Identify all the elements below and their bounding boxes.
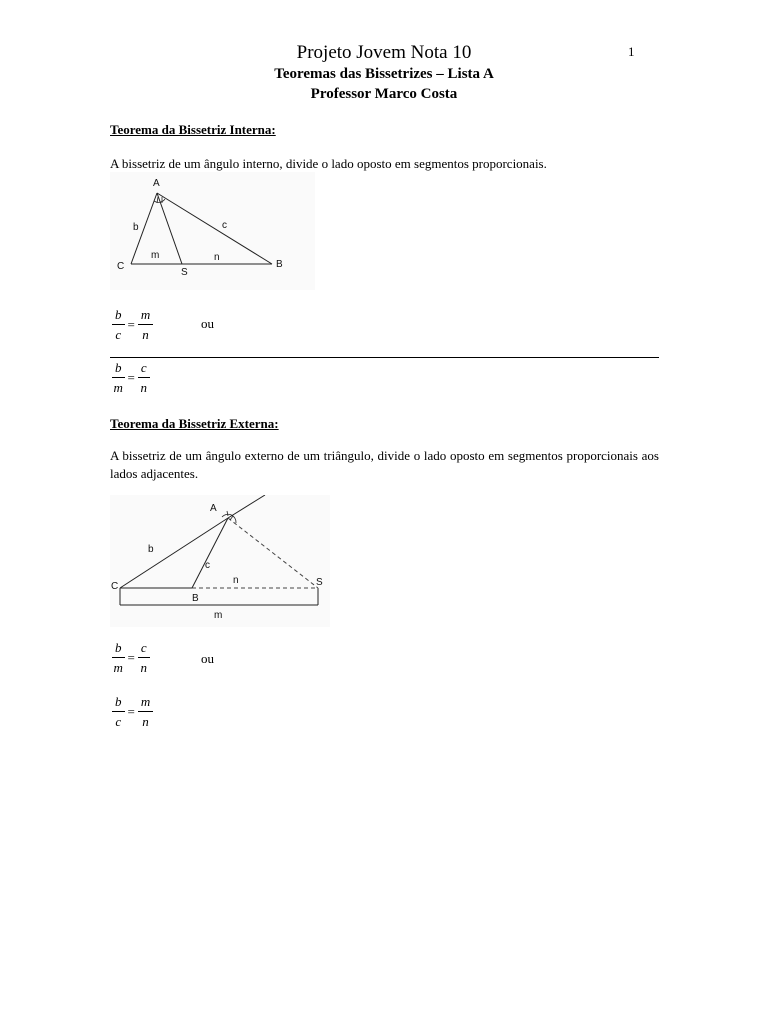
denominator: c (115, 714, 122, 729)
fraction-b-over-m (112, 641, 125, 675)
numerator: b (112, 308, 125, 325)
fraction-b-over-c (112, 308, 125, 342)
external-equation-2 (112, 695, 153, 729)
author-line: Professor Marco Costa (310, 86, 458, 102)
equals-sign: = (127, 370, 135, 385)
denominator: n (140, 380, 147, 395)
numerator: b (112, 361, 125, 378)
denominator: m (113, 660, 123, 675)
numerator: b (112, 641, 125, 658)
external-equation-1 (112, 641, 150, 675)
internal-theorem-heading: Teorema da Bissetriz Interna: (110, 122, 276, 137)
label-b-vertex: B (192, 593, 199, 604)
or-connector: ou (201, 651, 214, 666)
numerator: b (112, 695, 125, 712)
label-m: m (214, 610, 223, 621)
label-s: S (181, 267, 188, 278)
equals-sign: = (127, 317, 135, 332)
fraction-b-over-c (112, 695, 125, 729)
label-n: n (214, 252, 220, 263)
denominator: n (142, 327, 149, 342)
equals-sign: = (127, 650, 135, 665)
label-m: m (151, 250, 160, 261)
label-b-side: b (148, 544, 154, 555)
figure-background (110, 495, 330, 627)
denominator: n (142, 714, 149, 729)
horizontal-divider (110, 357, 659, 358)
page-title: Projeto Jovem Nota 10 (296, 42, 472, 63)
fraction-c-over-n (138, 641, 150, 675)
denominator: n (140, 660, 147, 675)
internal-bisector-figure (110, 172, 315, 290)
denominator: m (113, 380, 123, 395)
label-c-side: c (205, 560, 210, 571)
denominator: c (115, 327, 122, 342)
fraction-m-over-n (138, 695, 153, 729)
page-number: 1 (628, 44, 635, 59)
numerator: c (138, 361, 150, 378)
label-b-side: b (133, 222, 139, 233)
numerator: m (138, 308, 153, 325)
fraction-b-over-m (112, 361, 125, 395)
external-theorem-heading: Teorema da Bissetriz Externa: (110, 416, 279, 431)
fraction-c-over-n (138, 361, 150, 395)
page-subtitle: Teoremas das Bissetrizes – Lista A (274, 66, 494, 82)
label-b-vertex: B (276, 259, 283, 270)
external-theorem-statement: A bissetriz de um ângulo externo de um triângulo, divide o lado oposto em segmentos proporcionais aos lados adjacentes. (110, 448, 659, 481)
label-s: S (316, 577, 323, 588)
fraction-m-over-n (138, 308, 153, 342)
label-c-vertex: C (117, 261, 125, 272)
numerator: m (138, 695, 153, 712)
label-a: A (153, 178, 160, 189)
figure-background (110, 172, 315, 290)
label-n: n (233, 575, 239, 586)
external-bisector-figure (110, 495, 330, 627)
internal-equation-2 (112, 361, 150, 395)
label-c-side: c (222, 220, 227, 231)
internal-equation-1 (112, 308, 153, 342)
internal-theorem-statement: A bissetriz de um ângulo interno, divide o lado oposto em segmentos proporcionais. (110, 156, 547, 171)
label-a: A (210, 503, 217, 514)
equals-sign: = (127, 704, 135, 719)
label-c-vertex: C (111, 581, 119, 592)
or-connector: ou (201, 316, 214, 331)
numerator: c (138, 641, 150, 658)
